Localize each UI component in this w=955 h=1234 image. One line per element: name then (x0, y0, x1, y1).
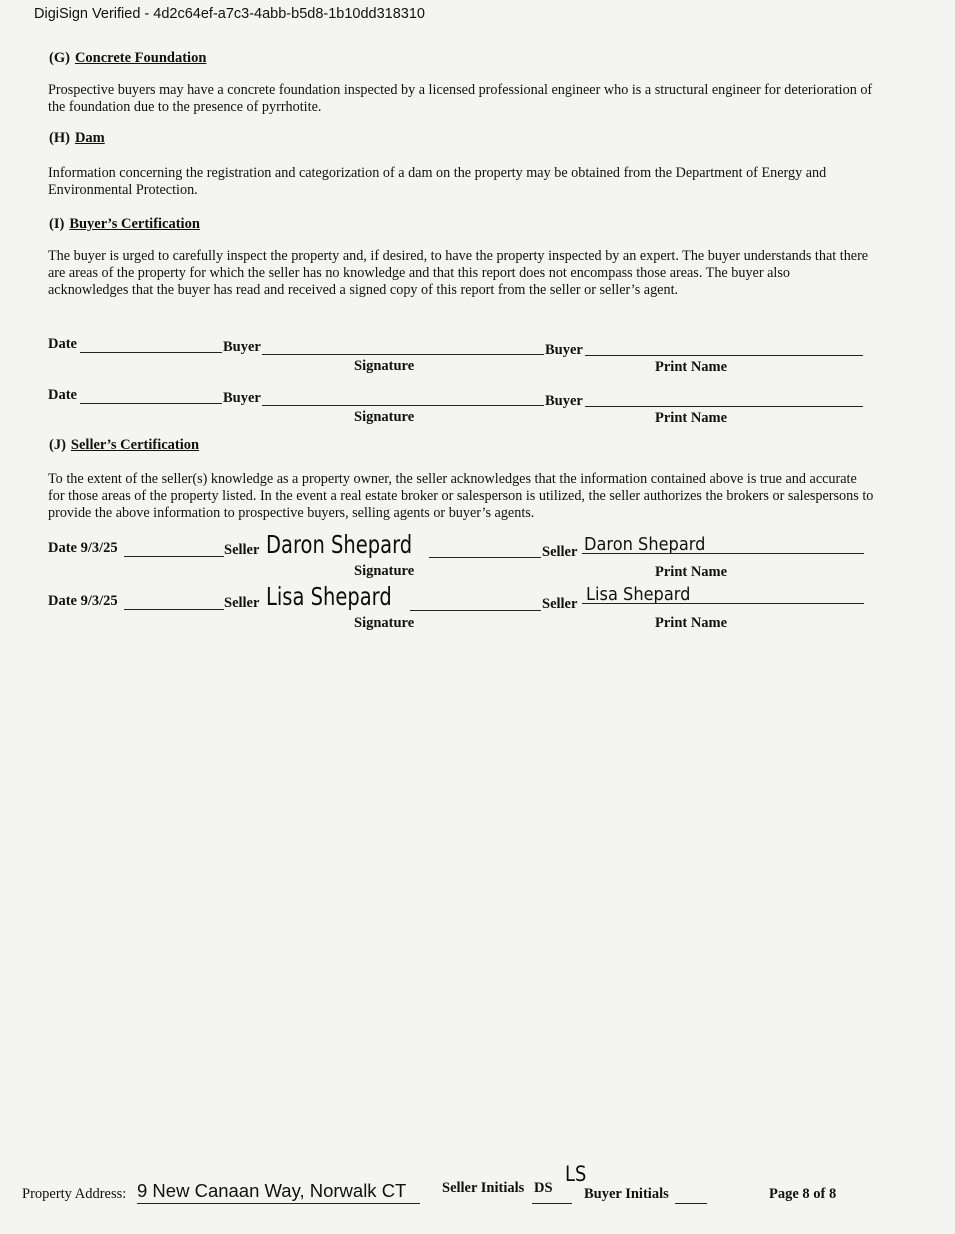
section-i-heading (49, 216, 200, 233)
seller-signature: Daron Shepard (266, 530, 413, 559)
digisign-verification-stamp: DigiSign Verified - 4d2c64ef-a7c3-4abb-b5d8-1b10dd318310 (34, 6, 425, 22)
seller-date-field[interactable] (124, 556, 224, 557)
property-address-value: 9 New Canaan Way, Norwalk CT (137, 1180, 407, 1201)
seller-print-name: Lisa Shepard (586, 584, 691, 605)
section-i-text: The buyer is urged to carefully inspect the property and, if desired, to have the property inspected by an expert. The buyer understands that there are areas of the property for which the seller has no knowledge and that this report does not encompass those areas. The buyer also acknowledges that the buyer has read and received a signed copy of this report from the seller or seller’s agent. (48, 248, 869, 298)
signature-caption: Signature (354, 563, 415, 579)
seller-date-field[interactable] (124, 609, 224, 610)
buyer-date-label: Date (48, 336, 77, 352)
section-letter: (G) (49, 50, 70, 66)
buyer-print-name-field[interactable] (585, 355, 863, 356)
signature-caption: Signature (354, 358, 415, 374)
seller-signature: Lisa Shepard (266, 582, 392, 611)
section-title: Dam (74, 130, 105, 146)
property-address-field[interactable] (137, 1203, 420, 1204)
signature-caption: Signature (354, 615, 415, 631)
section-title: Buyer’s Certification (69, 216, 200, 232)
section-title: Seller’s Certification (70, 437, 200, 453)
buyer-print-name-field[interactable] (585, 406, 863, 407)
buyer-label: Buyer (223, 339, 261, 355)
signature-caption: Signature (354, 409, 415, 425)
seller-initials-field[interactable] (532, 1203, 572, 1204)
seller-signature-field[interactable] (429, 557, 541, 558)
section-g-heading (49, 50, 206, 67)
buyer-date-field[interactable] (80, 352, 222, 353)
buyer-initials-label: Buyer Initials (584, 1186, 669, 1202)
section-letter: (H) (49, 130, 70, 146)
section-j-heading (49, 437, 199, 454)
seller-initials-ds: DS (534, 1180, 553, 1196)
section-j-text: To the extent of the seller(s) knowledge as a property owner, the seller acknowledges that the information contained above is true and accurate for those areas of the property listed. In the event a real estate broker or salesperson is utilized, the seller authorizes the brokers or salespersons to provide the above information to prospective buyers, selling agents or buyer’s agents. (48, 471, 874, 521)
property-address-label: Property Address: (22, 1186, 127, 1202)
seller-signature-field[interactable] (410, 610, 541, 611)
seller-date-label: Date 9/3/25 (48, 540, 118, 556)
section-h-heading (49, 130, 105, 147)
buyer-date-label: Date (48, 387, 77, 403)
seller-print-name: Daron Shepard (584, 534, 706, 555)
print-name-caption: Print Name (655, 564, 728, 580)
seller-label: Seller (224, 542, 260, 558)
buyer-label: Buyer (545, 342, 583, 358)
buyer-date-field[interactable] (80, 403, 222, 404)
buyer-signature-field[interactable] (262, 354, 544, 355)
buyer-label: Buyer (545, 393, 583, 409)
print-name-caption: Print Name (655, 615, 728, 631)
print-name-caption: Print Name (655, 410, 728, 426)
seller-initials-label: Seller Initials (442, 1180, 525, 1196)
page-number: Page 8 of 8 (769, 1186, 837, 1202)
seller-label: Seller (224, 595, 260, 611)
seller-date-label: Date 9/3/25 (48, 593, 118, 609)
print-name-caption: Print Name (655, 359, 728, 375)
section-letter: (J) (49, 437, 66, 453)
section-g-text: Prospective buyers may have a concrete foundation inspected by a licensed professional engineer who is a structural engineer for deterioration of the foundation due to the presence of pyrrhotite. (48, 82, 873, 115)
seller-print-name-field[interactable] (582, 603, 864, 604)
seller-initials-handwritten: LS (565, 1162, 587, 1186)
seller-label: Seller (542, 596, 578, 612)
buyer-initials-field[interactable] (675, 1203, 707, 1204)
seller-label: Seller (542, 544, 578, 560)
section-h-text: Information concerning the registration and categorization of a dam on the property may be obtained from the Department of Energy and Environmental Protection. (48, 165, 827, 198)
buyer-signature-field[interactable] (262, 405, 544, 406)
section-letter: (I) (49, 216, 65, 232)
buyer-label: Buyer (223, 390, 261, 406)
seller-print-name-field[interactable] (582, 553, 864, 554)
section-title: Concrete Foundation (74, 50, 207, 66)
